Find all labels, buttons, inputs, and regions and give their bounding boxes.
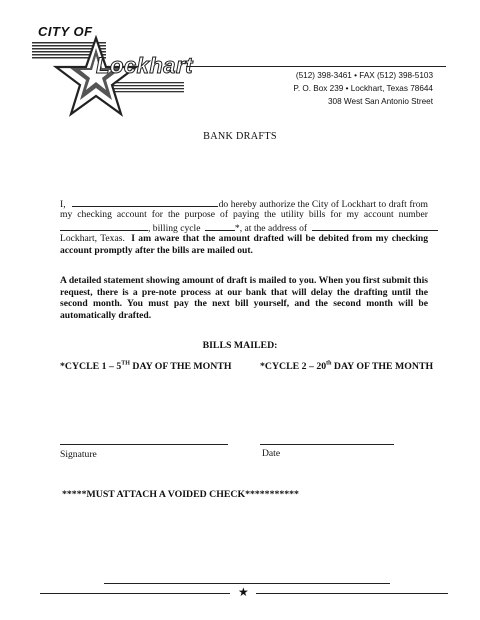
date-line[interactable] (260, 444, 394, 445)
name-field[interactable] (72, 197, 218, 207)
bills-mailed-heading: BILLS MAILED: (202, 340, 278, 351)
do-hereby-text: do hereby authorize the City of Lockhart to draft from (218, 199, 428, 210)
footer-star-icon: ★ (238, 585, 249, 599)
address-field[interactable] (312, 221, 438, 231)
authorization-line-2: my checking account for the purpose of paying the utility bills for my account number (60, 209, 428, 220)
footer-rule-left (40, 593, 230, 594)
page-title: BANK DRAFTS (203, 131, 277, 142)
billing-cycle-text: , billing cycle (148, 223, 201, 234)
city-text: Lockhart, Texas. (60, 233, 125, 244)
cycle-2-suffix: DAY OF THE MONTH (331, 361, 434, 372)
statement-paragraph: A detailed statement showing amount of draft is mailed to you. When you first submit this request, there is a pre-note process at our bank that will delay the drafting until the second month. You must pay the next bill yourself, and the second month will be automatically drafted. (60, 275, 428, 321)
po-box-address: P. O. Box 239 • Lockhart, Texas 78644 (293, 84, 433, 93)
i-label: I, (60, 199, 66, 210)
aware-text: I am aware that the amount drafted will be debited from my checking account promptly after the bills are mailed out. (60, 233, 428, 256)
cycle-1-prefix: *CYCLE 1 – 5 (60, 361, 122, 372)
cycle-1-sup: TH (121, 360, 130, 367)
street-address: 308 West San Antonio Street (328, 97, 433, 106)
cycle-2-sup: th (326, 360, 332, 367)
signature-label: Signature (60, 449, 97, 460)
footer-rule-top (104, 583, 390, 584)
signature-line[interactable] (60, 444, 228, 445)
authorization-line-4 (60, 233, 428, 256)
account-number-field[interactable] (60, 221, 148, 231)
city-of-text: CITY OF (38, 24, 93, 39)
at-address-text: *, at the address of (234, 223, 308, 234)
date-label: Date (262, 448, 281, 459)
cycle-2-prefix: *CYCLE 2 – 20 (260, 361, 327, 372)
voided-check-notice: *****MUST ATTACH A VOIDED CHECK*********** (62, 489, 299, 500)
footer-rule-right (256, 593, 448, 594)
lockhart-star-logo (28, 34, 188, 130)
billing-cycle-field[interactable] (205, 221, 235, 231)
cycle-2-text (260, 361, 433, 372)
phone-fax: (512) 398-3461 • FAX (512) 398-5103 (295, 71, 433, 80)
cycle-1-text (60, 361, 232, 372)
lockhart-script-text: Lockhart (96, 53, 193, 78)
header-rule (186, 66, 446, 67)
cycle-1-suffix: DAY OF THE MONTH (129, 361, 232, 372)
